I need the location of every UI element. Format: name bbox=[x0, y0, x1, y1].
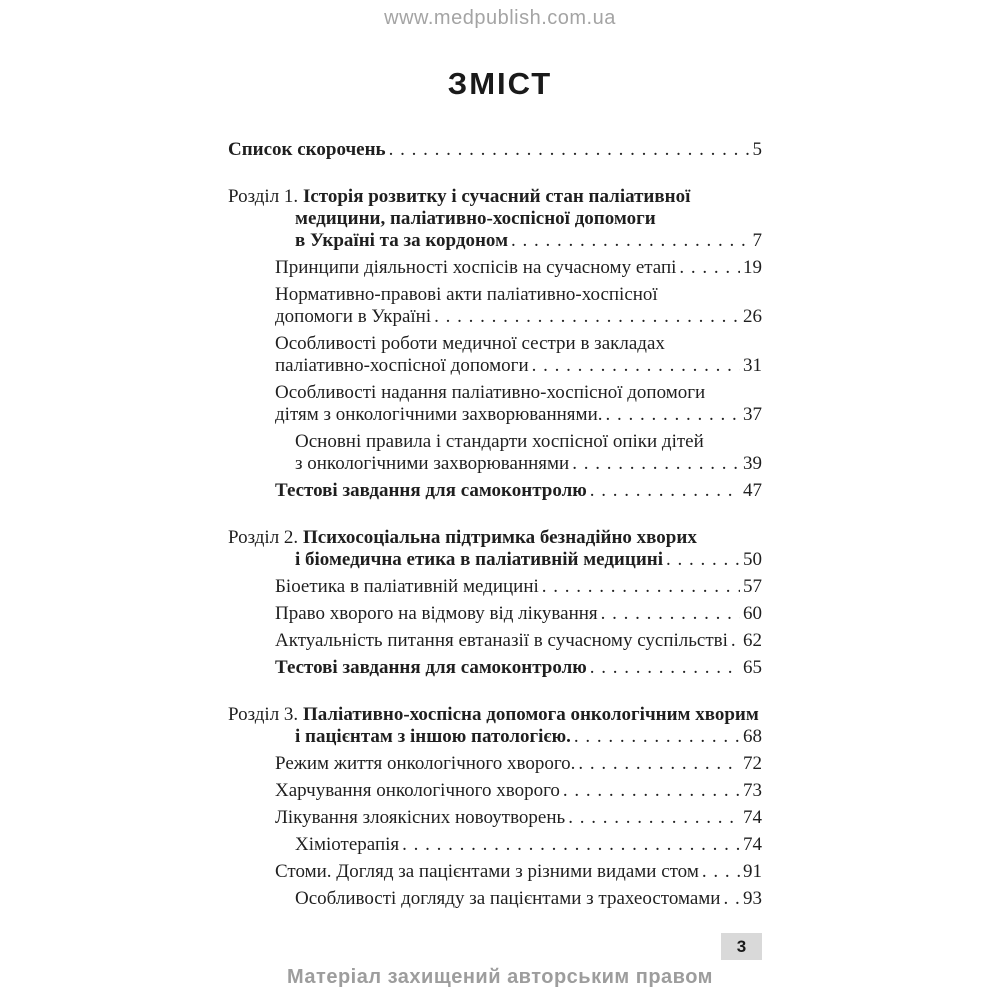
page-ref: 50 bbox=[743, 549, 762, 570]
toc-entry-text: Режим життя онкологічного хворого. bbox=[275, 753, 576, 774]
page-ref: 74 bbox=[743, 807, 762, 828]
dot-leader bbox=[542, 576, 740, 598]
toc-entry-text: Актуальність питання евтаназії в сучасному суспільстві bbox=[275, 630, 728, 651]
toc-line bbox=[228, 208, 762, 230]
dot-leader bbox=[563, 780, 740, 802]
toc-line bbox=[228, 527, 762, 549]
toc-entry-text: Право хворого на відмову від лікування bbox=[275, 603, 598, 624]
toc-entry-text: і біомедична етика в паліативній медицині bbox=[295, 549, 664, 570]
toc-line bbox=[228, 861, 762, 883]
page-ref: 60 bbox=[743, 603, 762, 624]
toc-line bbox=[228, 382, 762, 404]
dot-leader bbox=[590, 480, 740, 502]
toc-entry bbox=[228, 888, 762, 910]
dot-leader bbox=[578, 753, 740, 775]
dot-leader bbox=[723, 888, 740, 910]
dot-leader bbox=[402, 834, 740, 856]
toc-entry-text: Харчування онкологічного хворого bbox=[275, 780, 560, 801]
dot-leader bbox=[572, 453, 740, 475]
toc-entry bbox=[228, 861, 762, 883]
toc-entry-text: з онкологічними захворюваннями bbox=[295, 453, 570, 474]
toc-line bbox=[228, 453, 762, 475]
toc-entry-text: допомоги в Україні bbox=[275, 306, 432, 327]
toc-entry-text: Тестові завдання для самоконтролю bbox=[275, 657, 587, 678]
toc-line bbox=[228, 576, 762, 598]
toc-line bbox=[228, 230, 762, 252]
table-of-contents bbox=[228, 139, 762, 915]
toc-line bbox=[228, 603, 762, 625]
toc-entry bbox=[228, 657, 762, 679]
toc-line bbox=[228, 431, 762, 453]
copyright-notice: Матеріал захищений авторським правом bbox=[287, 966, 713, 988]
page-ref: 26 bbox=[743, 306, 762, 327]
toc-line bbox=[228, 807, 762, 829]
toc-line bbox=[228, 704, 762, 726]
toc-line bbox=[228, 657, 762, 679]
page-ref: 19 bbox=[743, 257, 762, 278]
toc-line bbox=[228, 780, 762, 802]
page-ref: 31 bbox=[743, 355, 762, 376]
page-ref: 57 bbox=[743, 576, 762, 597]
dot-leader bbox=[511, 230, 749, 252]
toc-entry bbox=[228, 431, 762, 475]
toc-entry-text: Нормативно-правові акти паліативно-хоспісної bbox=[275, 284, 658, 305]
page-ref: 72 bbox=[743, 753, 762, 774]
toc-entry bbox=[228, 480, 762, 502]
dot-leader bbox=[590, 657, 740, 679]
toc-line bbox=[228, 726, 762, 748]
page-ref: 39 bbox=[743, 453, 762, 474]
dot-leader bbox=[532, 355, 740, 377]
toc-line bbox=[228, 186, 762, 208]
toc-entry-text: дітям з онкологічними захворюваннями. bbox=[275, 404, 603, 425]
toc-line bbox=[228, 139, 762, 161]
dot-leader bbox=[434, 306, 740, 328]
chapter-label: Розділ 2. bbox=[228, 527, 303, 548]
toc-entry bbox=[228, 333, 762, 377]
toc-entry-text: і пацієнтам з іншою патологією. bbox=[295, 726, 571, 747]
chapter-label: Розділ 1. bbox=[228, 186, 303, 207]
toc-entry bbox=[228, 753, 762, 775]
page-ref: 68 bbox=[743, 726, 762, 747]
toc-entry-text: Особливості роботи медичної сестри в закладах bbox=[275, 333, 665, 354]
toc-entry bbox=[228, 382, 762, 426]
toc-entry bbox=[228, 630, 762, 652]
toc-line bbox=[228, 480, 762, 502]
toc-line bbox=[228, 630, 762, 652]
toc-entry bbox=[228, 576, 762, 598]
toc-entry-text: Стоми. Догляд за пацієнтами з різними видами стом bbox=[275, 861, 699, 882]
toc-entry-text: Список скорочень bbox=[228, 139, 386, 160]
toc-entry-text: медицини, паліативно-хоспісної допомоги bbox=[295, 208, 656, 229]
dot-leader bbox=[679, 257, 740, 279]
toc-entry-text: Основні правила і стандарти хоспісної опіки дітей bbox=[295, 431, 704, 452]
toc-entry bbox=[228, 139, 762, 161]
toc-line bbox=[228, 257, 762, 279]
page-number-badge: 3 bbox=[721, 933, 762, 960]
toc-entry-text: Історія розвитку і сучасний стан паліативної bbox=[302, 186, 691, 207]
toc-entry-text: Хіміотерапія bbox=[295, 834, 400, 855]
page-ref: 47 bbox=[743, 480, 762, 501]
toc-entry-text: в Україні та за кордоном bbox=[295, 230, 509, 251]
toc-line bbox=[228, 549, 762, 571]
toc-entry-text: Психосоціальна підтримка безнадійно хворих bbox=[302, 527, 697, 548]
toc-line bbox=[228, 306, 762, 328]
page-ref: 5 bbox=[752, 139, 762, 160]
toc-line bbox=[228, 284, 762, 306]
page-ref: 91 bbox=[743, 861, 762, 882]
toc-line bbox=[228, 355, 762, 377]
toc-line bbox=[228, 404, 762, 426]
page-ref: 73 bbox=[743, 780, 762, 801]
publisher-url: www.medpublish.com.ua bbox=[384, 7, 616, 29]
toc-entry bbox=[228, 807, 762, 829]
toc-entry-text: Тестові завдання для самоконтролю bbox=[275, 480, 587, 501]
toc-entry-text: Принципи діяльності хоспісів на сучасному етапі bbox=[275, 257, 677, 278]
toc-entry bbox=[228, 603, 762, 625]
page-ref: 65 bbox=[743, 657, 762, 678]
page-ref: 74 bbox=[743, 834, 762, 855]
toc-entry-text: Особливості надання паліативно-хоспісної допомоги bbox=[275, 382, 706, 403]
chapter-label: Розділ 3. bbox=[228, 704, 303, 725]
dot-leader bbox=[666, 549, 740, 571]
dot-leader bbox=[389, 139, 750, 161]
toc-entry bbox=[228, 257, 762, 279]
dot-leader bbox=[568, 807, 740, 829]
toc-entry bbox=[228, 780, 762, 802]
dot-leader bbox=[601, 603, 740, 625]
dot-leader bbox=[574, 726, 740, 748]
toc-line bbox=[228, 834, 762, 856]
toc-entry-text: Паліативно-хоспісна допомога онкологічним хворим bbox=[302, 704, 759, 725]
dot-leader bbox=[731, 630, 740, 652]
toc-entry bbox=[228, 704, 762, 748]
page-ref: 7 bbox=[752, 230, 762, 251]
toc-entry-text: паліативно-хоспісної допомоги bbox=[275, 355, 529, 376]
dot-leader bbox=[605, 404, 740, 426]
toc-line bbox=[228, 333, 762, 355]
toc-entry bbox=[228, 186, 762, 252]
toc-entry bbox=[228, 527, 762, 571]
toc-entry bbox=[228, 284, 762, 328]
page-ref: 37 bbox=[743, 404, 762, 425]
toc-entry-text: Біоетика в паліативній медицині bbox=[275, 576, 539, 597]
toc-entry-text: Особливості догляду за пацієнтами з трахеостомами bbox=[295, 888, 721, 909]
toc-line bbox=[228, 888, 762, 910]
page-ref: 93 bbox=[743, 888, 762, 909]
toc-line bbox=[228, 753, 762, 775]
dot-leader bbox=[702, 861, 740, 883]
page-title: ЗМІСТ bbox=[447, 66, 553, 101]
toc-entry bbox=[228, 834, 762, 856]
toc-entry-text: Лікування злоякісних новоутворень bbox=[275, 807, 566, 828]
page-ref: 62 bbox=[743, 630, 762, 651]
